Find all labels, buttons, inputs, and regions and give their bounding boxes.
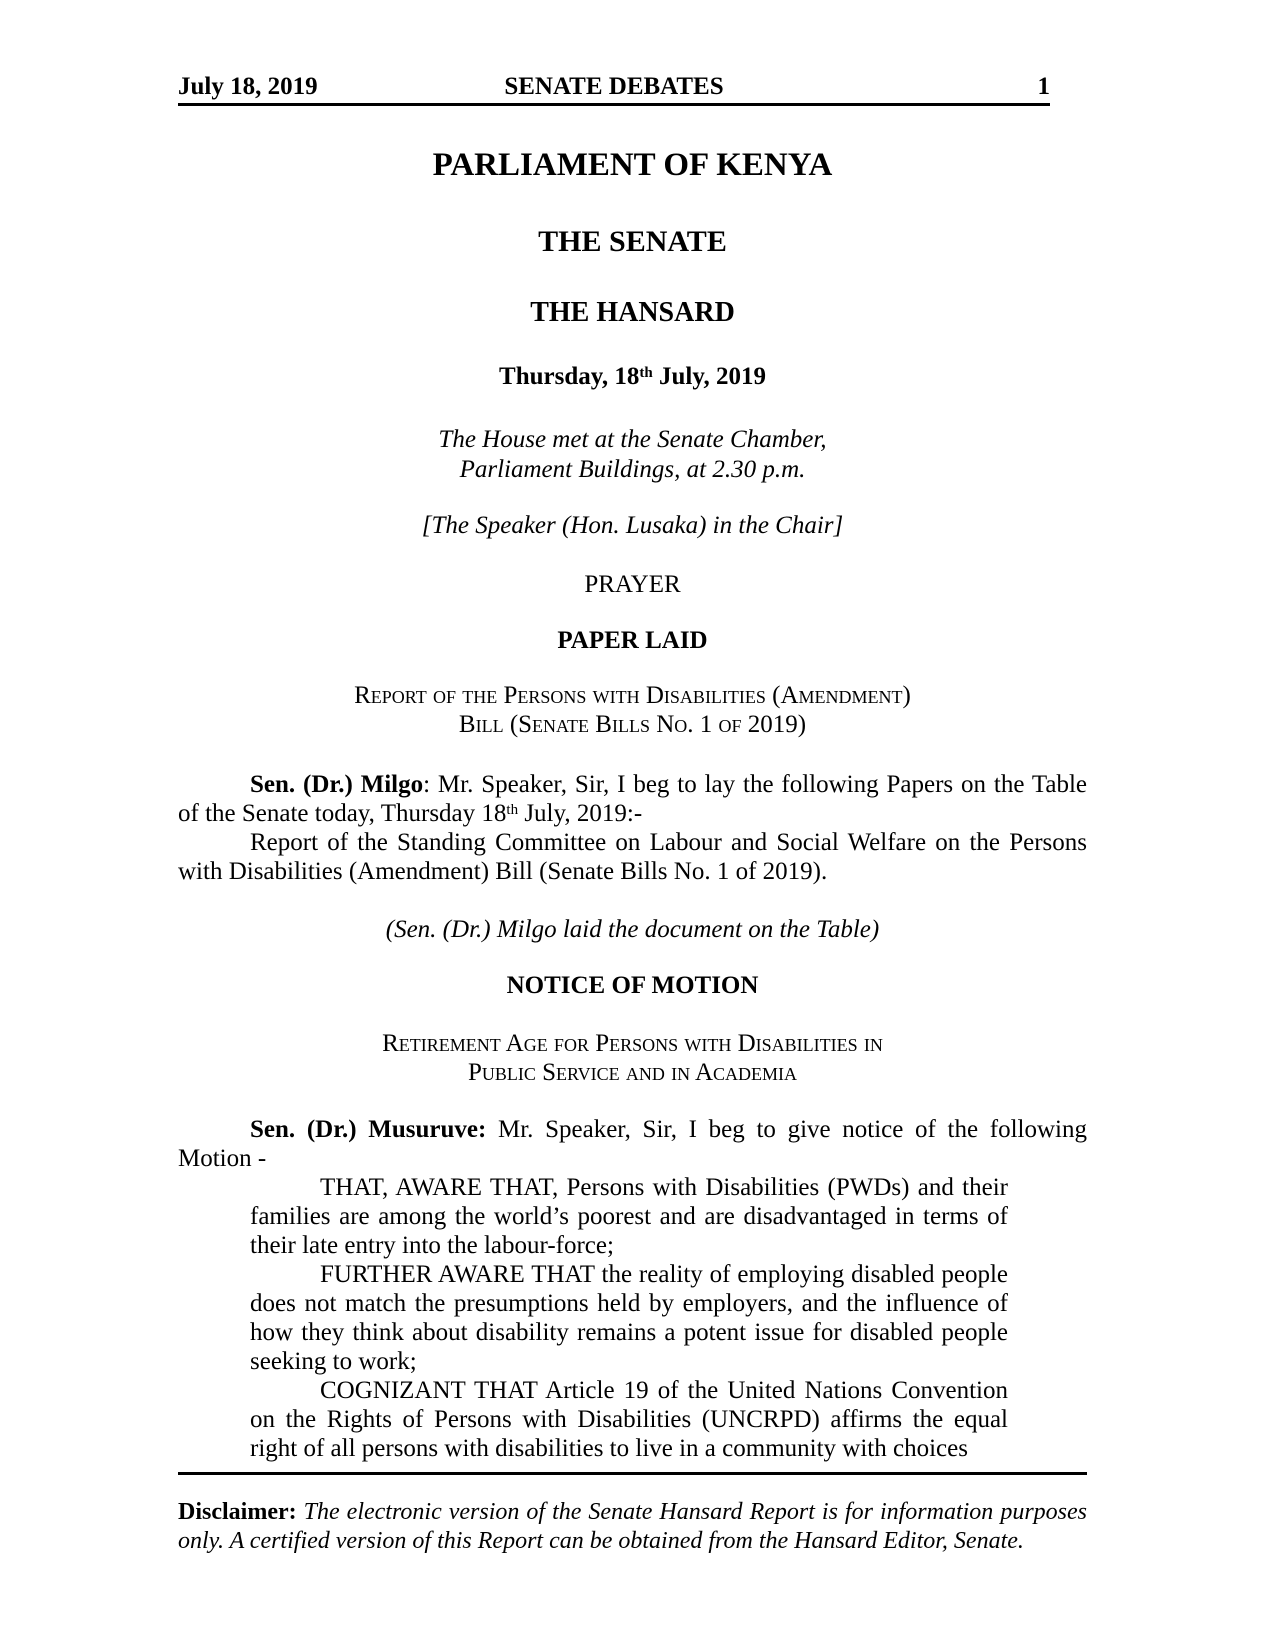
milgo-statement-tail: July, 2019:-: [518, 800, 643, 827]
motion-clause-aware: THAT, AWARE THAT, Persons with Disabilities (PWDs) and their families are among the world’s poorest and are disadvantaged in terms of their late entry into the labour-force;: [250, 1174, 1008, 1259]
disclaimer: [178, 1498, 1087, 1556]
milgo-statement: [178, 770, 1087, 828]
sitting-date-suffix: July, 2019: [652, 363, 766, 390]
motion-clauses: [250, 1173, 1008, 1463]
speaker-in-chair-note: [The Speaker (Hon. Lusaka) in the Chair]: [421, 512, 844, 539]
milgo-statement-text: : Mr. Speaker, Sir, I beg to lay the following Papers on the Table of the Senate today, Thursday 18: [178, 771, 1087, 827]
title-the-senate: THE SENATE: [538, 225, 727, 258]
page-footer: [178, 1472, 1087, 1556]
speaker-name-musuruve: Sen. (Dr.) Musuruve:: [250, 1116, 487, 1143]
milgo-date-ordinal: th: [506, 801, 519, 818]
paper-laid-subheading: [178, 681, 1087, 739]
sitting-date-prefix: Thursday, 18: [499, 363, 640, 390]
disclaimer-text: The electronic version of the Senate Hansard Report is for information purposes only. A certified version of this Report can be obtained from the Hansard Editor, Senate.: [178, 1499, 1087, 1554]
header-title: SENATE DEBATES: [504, 73, 724, 100]
document-laid-note: (Sen. (Dr.) Milgo laid the document on the Table): [385, 916, 880, 943]
section-title-paper-laid: PAPER LAID: [557, 627, 708, 654]
title-parliament-of-kenya: PARLIAMENT OF KENYA: [432, 147, 833, 183]
house-met-note: [178, 425, 1087, 485]
sitting-date-ordinal: th: [639, 364, 653, 381]
motion-subheading-line2: Public Service and in Academia: [467, 1059, 798, 1086]
speaker-name-milgo: Sen. (Dr.) Milgo: [250, 771, 424, 798]
musuruve-statement: [178, 1115, 1087, 1173]
motion-subheading: [178, 1029, 1087, 1087]
house-met-line2: Parliament Buildings, at 2.30 p.m.: [459, 456, 806, 483]
running-header: [178, 72, 1050, 106]
report-paragraph: Report of the Standing Committee on Labour and Social Welfare on the Persons with Disabilities (Amendment) Bill (Senate Bills No. 1 of 2019).: [178, 829, 1087, 885]
motion-subheading-line1: Retirement Age for Persons with Disabilities in: [382, 1030, 883, 1057]
paper-laid-subheading-line1: Report of the Persons with Disabilities (Amendment): [354, 682, 911, 709]
title-the-hansard: THE HANSARD: [530, 297, 735, 328]
motion-clause-further-aware: FURTHER AWARE THAT the reality of employing disabled people does not match the presumptions held by employers, and the influence of how they think about disability remains a potent issue for disabled people seeking to work;: [250, 1261, 1008, 1375]
house-met-line1: The House met at the Senate Chamber,: [438, 426, 827, 453]
motion-clause-cognizant: COGNIZANT THAT Article 19 of the United Nations Convention on the Rights of Persons with Disabilities (UNCRPD) affirms the equal right of all persons with disabilities to live in a community with choices: [250, 1377, 1008, 1462]
section-title-notice-of-motion: NOTICE OF MOTION: [506, 972, 759, 999]
disclaimer-label: Disclaimer:: [178, 1499, 297, 1525]
musuruve-statement-text: Mr. Speaker, Sir, I beg to give notice of the following Motion -: [178, 1116, 1087, 1172]
paper-laid-subheading-line2: Bill (Senate Bills No. 1 of 2019): [458, 711, 807, 738]
sitting-date: [178, 362, 1087, 391]
header-page-number: 1: [1037, 73, 1050, 100]
header-date: July 18, 2019: [178, 73, 318, 100]
prayer-heading: PRAYER: [584, 571, 681, 598]
